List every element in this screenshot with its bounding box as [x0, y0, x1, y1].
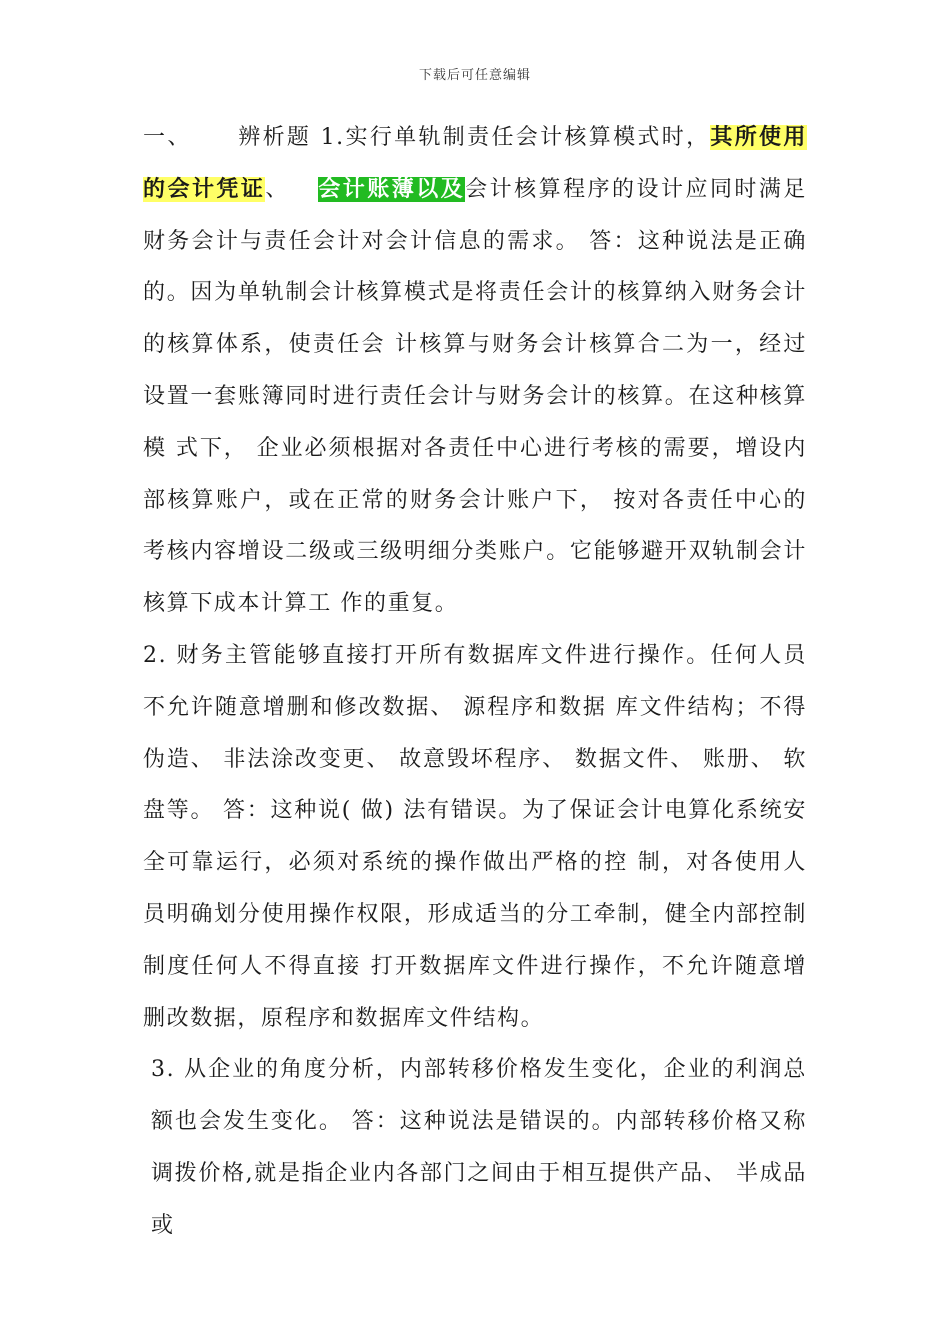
separator: 、 [265, 176, 290, 202]
paragraph-1 [143, 112, 807, 630]
document-body [143, 112, 807, 1252]
question-1-answer: 会计核算程序的设计应同时满足 财务会计与责任会计对会计信息的需求。 答：这种说法是正确的。因为单轨制会计核算模式是将责任会计的核算纳入财务会计的核算体系，使责任会 计核算与财务会计核算合二为一，经过设置一套账簿同时进行责任会计与财务会计的核算。在这种核算模 式下， 企业必须根据对各责任中心进行考核的需要，增设内部核算账户，或在正常的财务会计账户下， 按对各责任中心的考核内容增设二级或三级明细分类账户。它能够避开双轨制会计核算下成本计算工 作的重复。 [143, 176, 807, 617]
paragraph-3: 3. 从企业的角度分析，内部转移价格发生变化，企业的利润总额也会发生变化。 答：这种说法是错误的。内部转移价格又称调拨价格,就是指企业内各部门之间由于相互提供产品、 半成品 或 [151, 1057, 807, 1238]
paragraph-2: 2. 财务主管能够直接打开所有数据库文件进行操作。任何人员不允许随意增删和修改数据、 源程序和数据 库文件结构；不得伪造、 非法涂改变更、 故意毁坏程序、 数据文件、 账册、 软盘等。 答：这种说( 做) 法有错误。为了保证会计电算化系统安全可靠运行，必须对系统的操作做出严格的控 制，对各使用人员明确划分使用操作权限，形成适当的分工牵制，健全内部控制制度任何人不得直接 打开数据库文件进行操作，不允许随意增删改数据，原程序和数据库文件结构。 [143, 642, 807, 1031]
page-header: 下载后可任意编辑 [418, 68, 531, 83]
highlight-yellow: 其所使用的会计凭证 [143, 125, 807, 202]
section-heading: 一、 [143, 125, 192, 150]
highlight-green: 会计账薄以及 [318, 176, 466, 202]
question-1-intro: 辨析题 1.实行单轨制责任会计核算模式时， [238, 125, 711, 150]
